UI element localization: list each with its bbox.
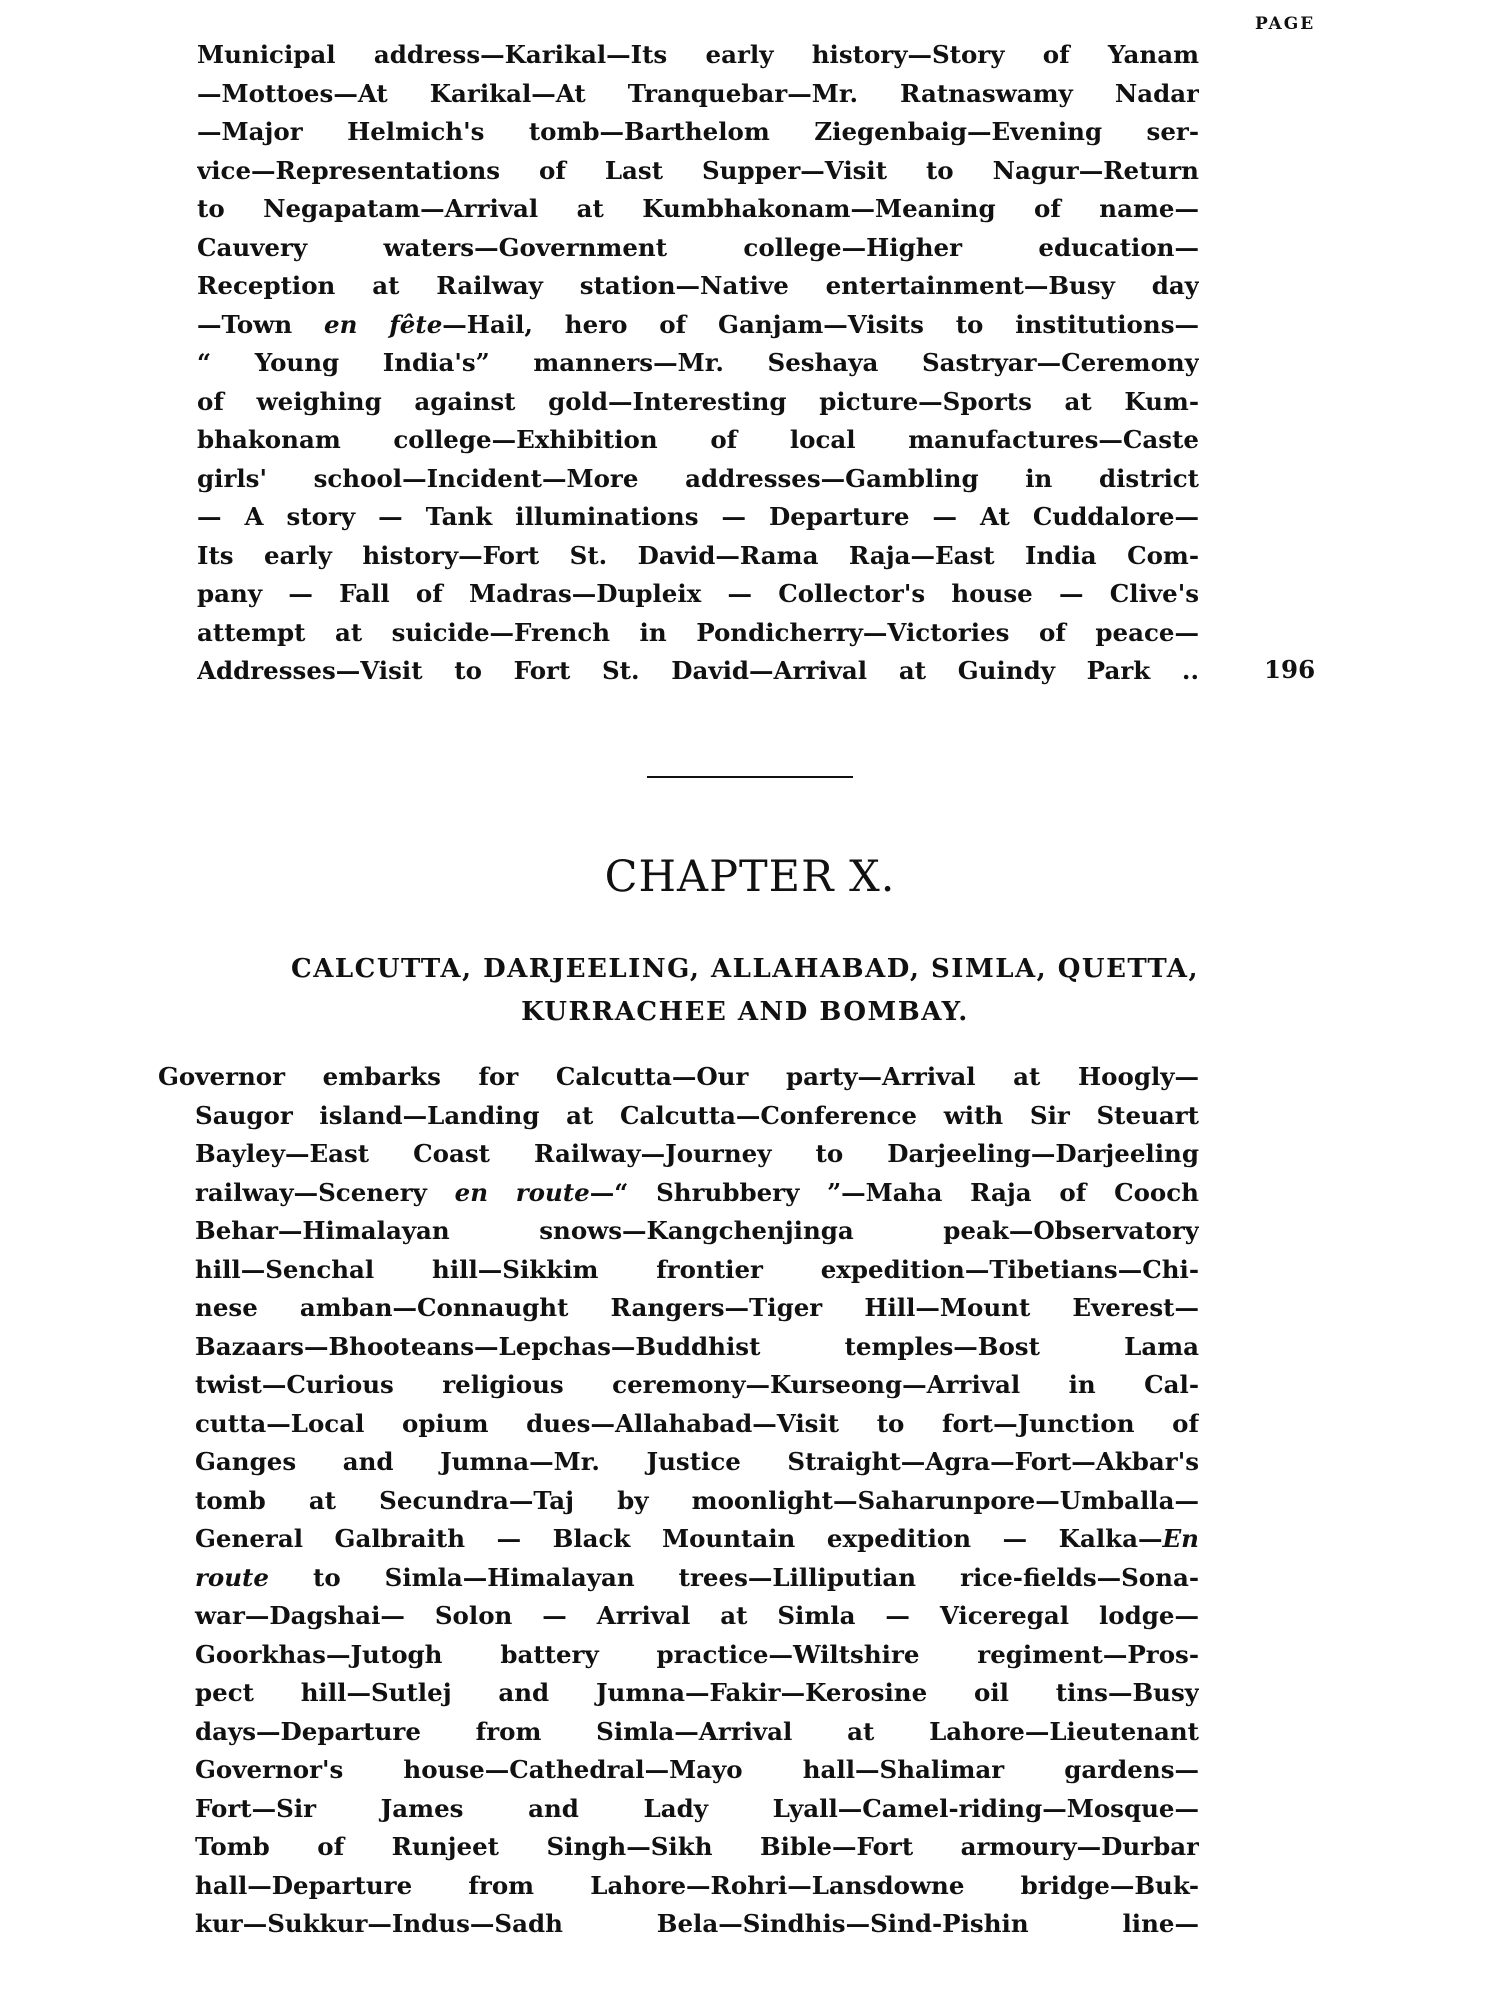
contents-line-prefix: —Town: [197, 309, 325, 339]
contents-line: Its early history—Fort St. David—Rama Raja—East India Com-: [197, 540, 1199, 570]
contents-line: Ganges and Jumna—Mr. Justice Straight—Agra—Fort—Akbar's: [195, 1447, 1199, 1476]
contents-line: [197, 306, 1199, 345]
contents-line-rest: to Simla—Himalayan trees—Lilliputian rice-fields—Sona-: [313, 1562, 1199, 1592]
contents-line-prefix: railway—Scenery: [195, 1177, 455, 1207]
contents-line-mid: —: [589, 1177, 615, 1207]
contents-line: —Major Helmich's tomb—Barthelom Ziegenbaig—Evening ser-: [197, 117, 1199, 146]
contents-line: Behar—Himalayan snows—Kangchenjinga peak—Observatory: [195, 1216, 1199, 1245]
contents-line: Saugor island—Landing at Calcutta—Conference with Sir Steuart: [195, 1100, 1199, 1130]
contents-line: Fort—Sir James and Lady Lyall—Camel-riding—Mosque—: [195, 1793, 1199, 1823]
contents-line: Cauvery waters—Government college—Higher education—: [197, 232, 1199, 262]
contents-line: girls' school—Incident—More addresses—Gambling in district: [197, 463, 1199, 493]
contents-line: Bazaars—Bhooteans—Lepchas—Buddhist temples—Bost Lama: [195, 1331, 1199, 1361]
previous-chapter-contents: [197, 36, 1199, 691]
contents-line-rest: —Hail, hero of Ganjam—Visits to institutions—: [442, 309, 1199, 339]
contents-line: kur—Sukkur—Indus—Sadh Bela—Sindhis—Sind-Pishin line—: [195, 1909, 1199, 1938]
contents-line: [158, 1559, 1199, 1598]
contents-line: [158, 1174, 1199, 1213]
page-number: 196: [1264, 655, 1316, 684]
italic-phrase: en route: [454, 1177, 590, 1207]
contents-line: Goorkhas—Jutogh battery practice—Wiltshire regiment—Pros-: [195, 1639, 1199, 1669]
contents-line: Reception at Railway station—Native entertainment—Busy day: [197, 271, 1199, 300]
contents-line: war—Dagshai— Solon — Arrival at Simla — Viceregal lodge—: [195, 1601, 1199, 1630]
contents-line: —Mottoes—At Karikal—At Tranquebar—Mr. Ratnaswamy Nadar: [197, 78, 1199, 108]
contents-line: tomb at Secundra—Taj by moonlight—Saharunpore—Umballa—: [195, 1485, 1199, 1515]
italic-phrase: en fête: [324, 309, 443, 339]
contents-line: Addresses—Visit to Fort St. David—Arrival at Guindy Park ..: [197, 656, 1199, 685]
chapter-subtitle: [195, 948, 1295, 1034]
chapter-title: CHAPTER X.: [604, 852, 896, 902]
contents-line: vice—Representations of Last Supper—Visit to Nagur—Return: [197, 155, 1199, 185]
contents-line: Governor's house—Cathedral—Mayo hall—Shalimar gardens—: [195, 1755, 1199, 1784]
page-column-label: PAGE: [1255, 14, 1316, 34]
contents-line: pect hill—Sutlej and Jumna—Fakir—Kerosine oil tins—Busy: [195, 1678, 1199, 1707]
contents-line: cutta—Local opium dues—Allahabad—Visit to fort—Junction of: [195, 1408, 1199, 1438]
contents-line: Municipal address—Karikal—Its early history—Story of Yanam: [197, 40, 1199, 69]
contents-line-rest: “ Shrubbery ”—Maha Raja of Cooch: [614, 1177, 1199, 1207]
section-divider: [647, 776, 853, 778]
contents-line: hall—Departure from Lahore—Rohri—Lansdowne bridge—Buk-: [195, 1870, 1199, 1900]
contents-line: Tomb of Runjeet Singh—Sikh Bible—Fort armoury—Durbar: [195, 1832, 1199, 1861]
contents-line: days—Departure from Simla—Arrival at Lahore—Lieutenant: [195, 1716, 1199, 1746]
contents-line: [158, 1520, 1199, 1559]
contents-line: — A story — Tank illuminations — Departure — At Cuddalore—: [197, 502, 1199, 531]
italic-phrase: route: [195, 1562, 269, 1592]
contents-line: bhakonam college—Exhibition of local manufactures—Caste: [197, 425, 1199, 454]
contents-line: to Negapatam—Arrival at Kumbhakonam—Meaning of name—: [197, 194, 1199, 223]
contents-line: Governor embarks for Calcutta—Our party—Arrival at Hoogly—: [158, 1062, 1199, 1091]
contents-line: nese amban—Connaught Rangers—Tiger Hill—Mount Everest—: [195, 1293, 1199, 1322]
chapter-contents: [158, 1058, 1199, 1944]
contents-line: pany — Fall of Madras—Dupleix — Collector's house — Clive's: [197, 579, 1199, 608]
contents-line: “ Young India's” manners—Mr. Seshaya Sastryar—Ceremony: [197, 348, 1199, 377]
italic-phrase: En: [1162, 1524, 1199, 1553]
contents-line: twist—Curious religious ceremony—Kurseong—Arrival in Cal-: [195, 1370, 1199, 1399]
contents-line: hill—Senchal hill—Sikkim frontier expedition—Tibetians—Chi-: [195, 1254, 1199, 1284]
chapter-subtitle-line: KURRACHEE AND BOMBAY.: [521, 997, 969, 1027]
chapter-subtitle-line: CALCUTTA, DARJEELING, ALLAHABAD, SIMLA, QUETTA,: [291, 954, 1199, 984]
contents-line: Bayley—East Coast Railway—Journey to Darjeeling—Darjeeling: [195, 1139, 1199, 1168]
contents-line: attempt at suicide—French in Pondicherry—Victories of peace—: [197, 617, 1199, 647]
contents-line: of weighing against gold—Interesting picture—Sports at Kum-: [197, 386, 1199, 416]
contents-line-rest: General Galbraith — Black Mountain expedition — Kalka—: [195, 1524, 1163, 1553]
